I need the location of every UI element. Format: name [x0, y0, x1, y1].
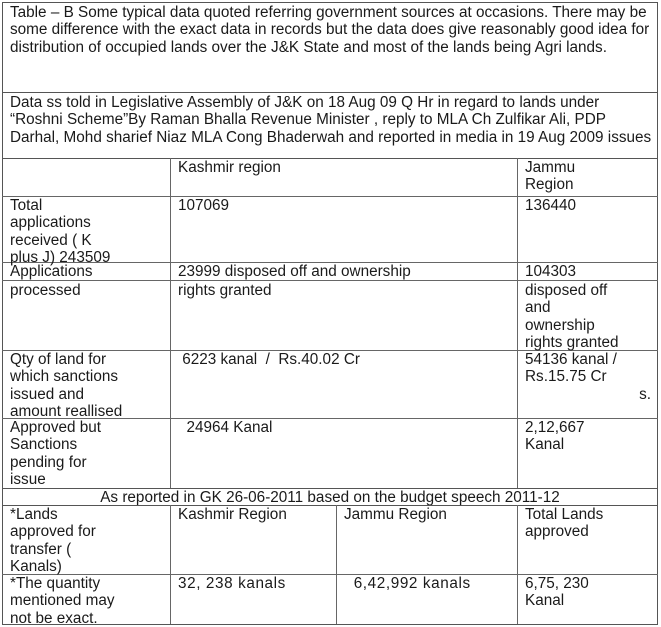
- table1-header-jammu: Jammu Region: [525, 159, 576, 194]
- table2-caption: As reported in GK 26-06-2011 based on the budget speech 2011-12: [100, 489, 560, 506]
- table1-kashmir-value: rights granted: [178, 282, 272, 299]
- table1-jammu-value: 136440: [525, 197, 577, 214]
- intro-text: Table – B Some typical data quoted referring government sources at occasions. There may be some difference with the exact data in records but the data does give reasonably good idea for distribution of occupied lands over the J&K State and most of the lands being Agri lands.: [10, 4, 650, 56]
- table1-jammu-value: 104303: [525, 263, 577, 280]
- table1-jammu-value: 2,12,667 Kanal: [525, 419, 585, 454]
- table1-kashmir-value: 24964 Kanal: [178, 419, 273, 436]
- table1-row-label: processed: [10, 282, 81, 299]
- table1-jammu-value: disposed off and ownership rights granted: [525, 282, 619, 352]
- table2-kashmir-value: 32, 238 kanals: [178, 575, 286, 592]
- table2-header-jammu: Jammu Region: [344, 506, 447, 523]
- table2-header-kashmir: Kashmir Region: [178, 506, 287, 523]
- table1-header-label: [2, 158, 170, 159]
- table1-jammu-value: 54136 kanal / Rs.15.75 Cr: [525, 351, 617, 386]
- source-note-text: Data ss told in Legislative Assembly of J&K on 18 Aug 09 Q Hr in regard to lands under “Roshni Scheme”By Raman Bhalla Revenue Minister , reply to MLA Ch Zulfikar Ali, PDP Darhal, Mohd sharief Niaz MLA Cong Bhaderwah and reported in media in 19 Aug 2009 issues: [10, 94, 652, 146]
- table2-header-total: Total Lands approved: [525, 506, 604, 541]
- table1-kashmir-value: 107069: [178, 197, 230, 214]
- table1-row-label: Total applications received ( K plus J) 243509: [10, 197, 111, 267]
- table1-row-label: Applications: [10, 263, 93, 280]
- table2-row-label: *The quantity mentioned may not be exact.: [10, 575, 115, 627]
- table2-jammu-value: 6,42,992 kanals: [344, 575, 471, 592]
- table1-row-label: Qty of land for which sanctions issued and amount reallised: [10, 351, 123, 421]
- table1-kashmir-value: 6223 kanal / Rs.40.02 Cr: [178, 351, 360, 368]
- table1-row-label: Approved but Sanctions pending for issue: [10, 419, 101, 489]
- table1-kashmir-value: 23999 disposed off and ownership: [178, 263, 411, 280]
- table1-header-kashmir: Kashmir region: [178, 159, 281, 176]
- table1-jammu-extra: s.: [639, 386, 651, 403]
- table2-header-label: *Lands approved for transfer ( Kanals): [10, 506, 96, 576]
- table2-total-value: 6,75, 230 Kanal: [525, 575, 589, 610]
